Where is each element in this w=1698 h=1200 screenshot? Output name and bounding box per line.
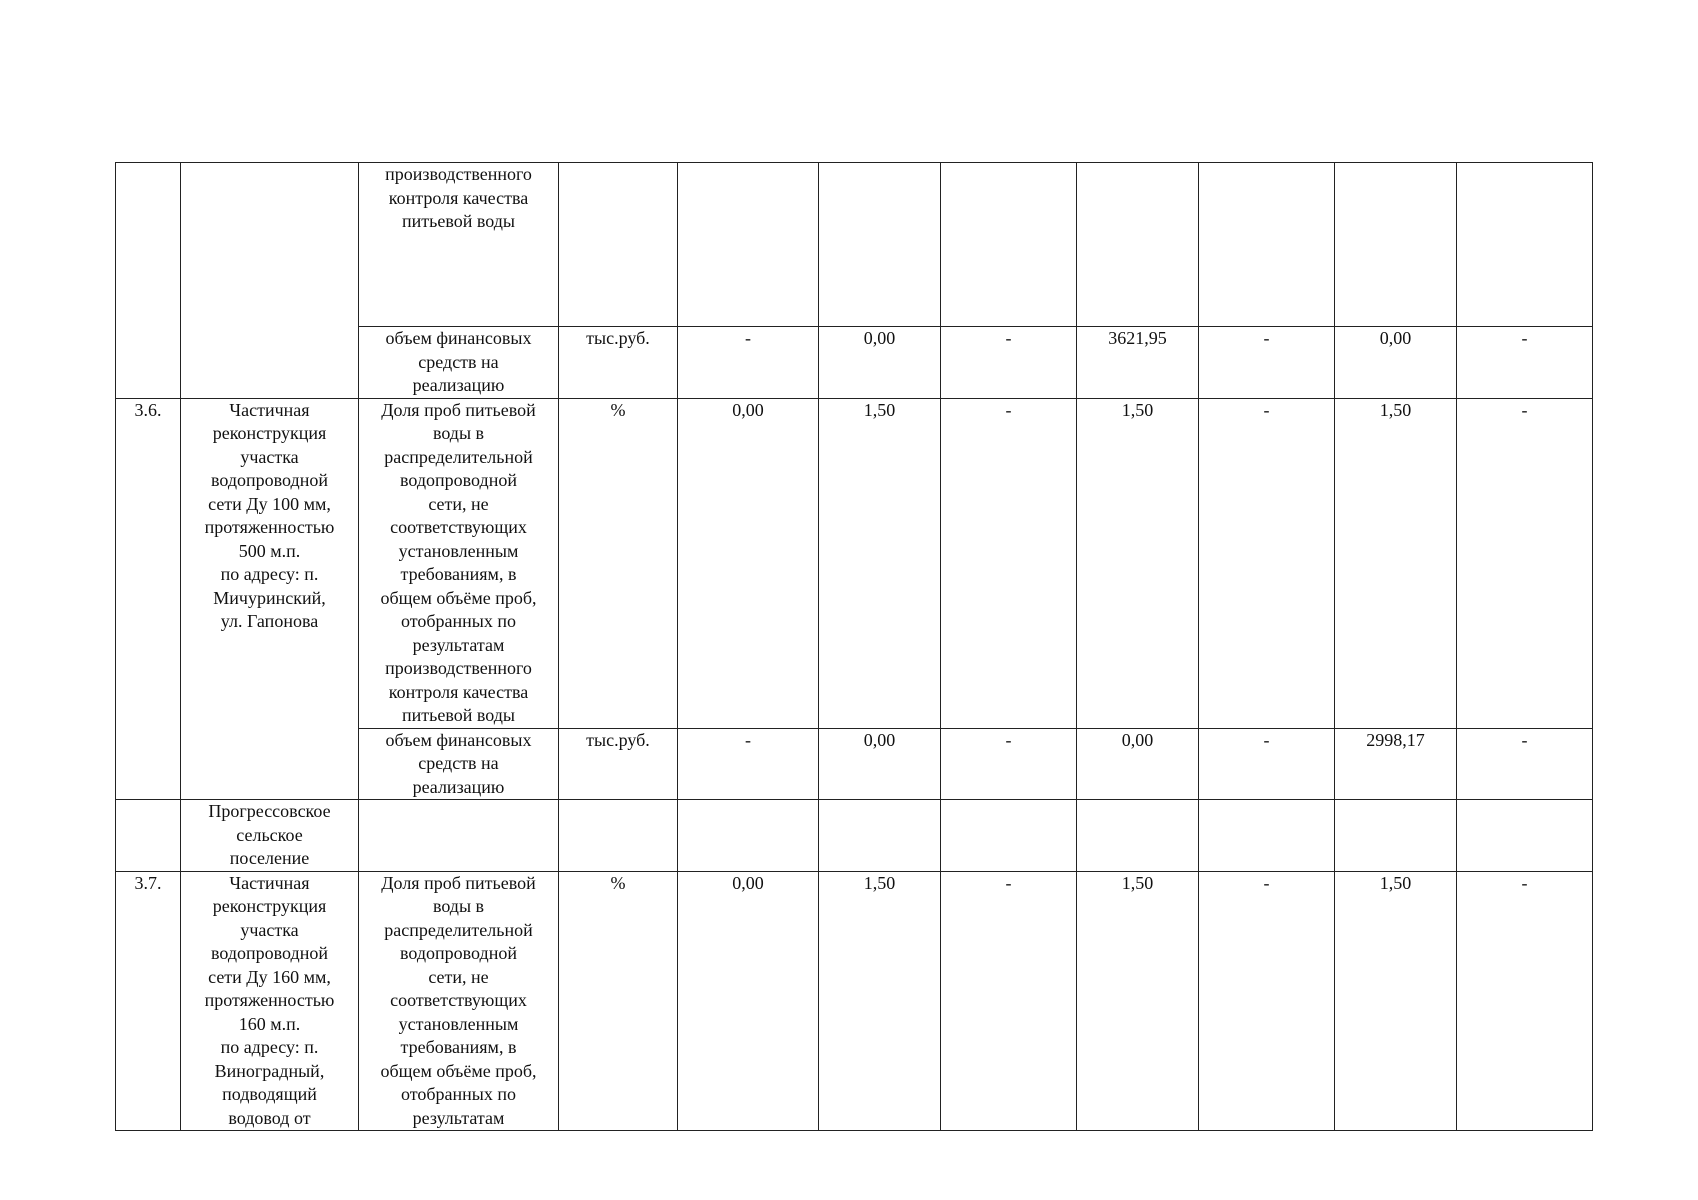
value-cell: - [941,871,1077,1131]
value-cell [819,800,941,872]
value-cell: 1,50 [1335,871,1457,1131]
value-cell [1335,800,1457,872]
row-number: 3.6. [116,398,181,800]
value-cell: 1,50 [1335,398,1457,728]
value-cell: - [1199,327,1335,399]
value-cell: - [941,398,1077,728]
value-cell: 1,50 [819,871,941,1131]
value-cell: - [1457,327,1593,399]
value-cell [1077,163,1199,327]
value-cell [1199,800,1335,872]
value-cell [678,163,819,327]
table-row [116,398,1593,728]
value-cell [941,800,1077,872]
indicator-name [359,800,559,872]
value-cell: - [941,728,1077,800]
value-cell: 1,50 [1077,398,1199,728]
value-cell [678,800,819,872]
value-cell: 0,00 [1335,327,1457,399]
value-cell: 2998,17 [1335,728,1457,800]
value-cell [819,163,941,327]
measure-name [181,163,359,399]
value-cell: - [678,327,819,399]
indicator-name: Доля проб питьевой воды в распределительной водопроводной сети, не соответствующих установленным требованиям, в общем объёме проб, отобранных по результатам производственного контроля качества питьевой воды [359,398,559,728]
value-cell [1457,163,1593,327]
indicators-table [115,162,1593,1131]
indicator-name: объем финансовых средств на реализацию [359,327,559,399]
indicator-name: Доля проб питьевой воды в распределительной водопроводной сети, не соответствующих установленным требованиям, в общем объёме проб, отобранных по результатам [359,871,559,1131]
value-cell [1457,800,1593,872]
section-title: Прогрессовское сельское поселение [181,800,359,872]
indicator-name: производственного контроля качества питьевой воды [359,163,559,327]
unit-cell: % [559,871,678,1131]
value-cell: 3621,95 [1077,327,1199,399]
value-cell: - [1199,871,1335,1131]
table-row [116,800,1593,872]
row-number [116,800,181,872]
value-cell: 0,00 [819,327,941,399]
unit-cell: тыс.руб. [559,728,678,800]
value-cell: - [1199,728,1335,800]
unit-cell [559,800,678,872]
value-cell [1335,163,1457,327]
value-cell: 1,50 [819,398,941,728]
indicator-name: объем финансовых средств на реализацию [359,728,559,800]
value-cell: - [1199,398,1335,728]
value-cell: - [1457,398,1593,728]
row-number [116,163,181,399]
value-cell: 0,00 [678,398,819,728]
value-cell: 0,00 [678,871,819,1131]
value-cell [1199,163,1335,327]
unit-cell: % [559,398,678,728]
value-cell: 0,00 [819,728,941,800]
value-cell: 0,00 [1077,728,1199,800]
measure-name: Частичная реконструкция участка водопроводной сети Ду 160 мм, протяженностью 160 м.п. по адресу: п. Виноградный, подводящий водовод от [181,871,359,1131]
table-row [116,871,1593,1131]
value-cell [1077,800,1199,872]
unit-cell: тыс.руб. [559,327,678,399]
row-number: 3.7. [116,871,181,1131]
value-cell: - [678,728,819,800]
value-cell: - [1457,728,1593,800]
table-row [116,163,1593,327]
measure-name: Частичная реконструкция участка водопроводной сети Ду 100 мм, протяженностью 500 м.п. по адресу: п. Мичуринский, ул. Гапонова [181,398,359,800]
value-cell [941,163,1077,327]
unit-cell [559,163,678,327]
value-cell: 1,50 [1077,871,1199,1131]
value-cell: - [941,327,1077,399]
value-cell: - [1457,871,1593,1131]
